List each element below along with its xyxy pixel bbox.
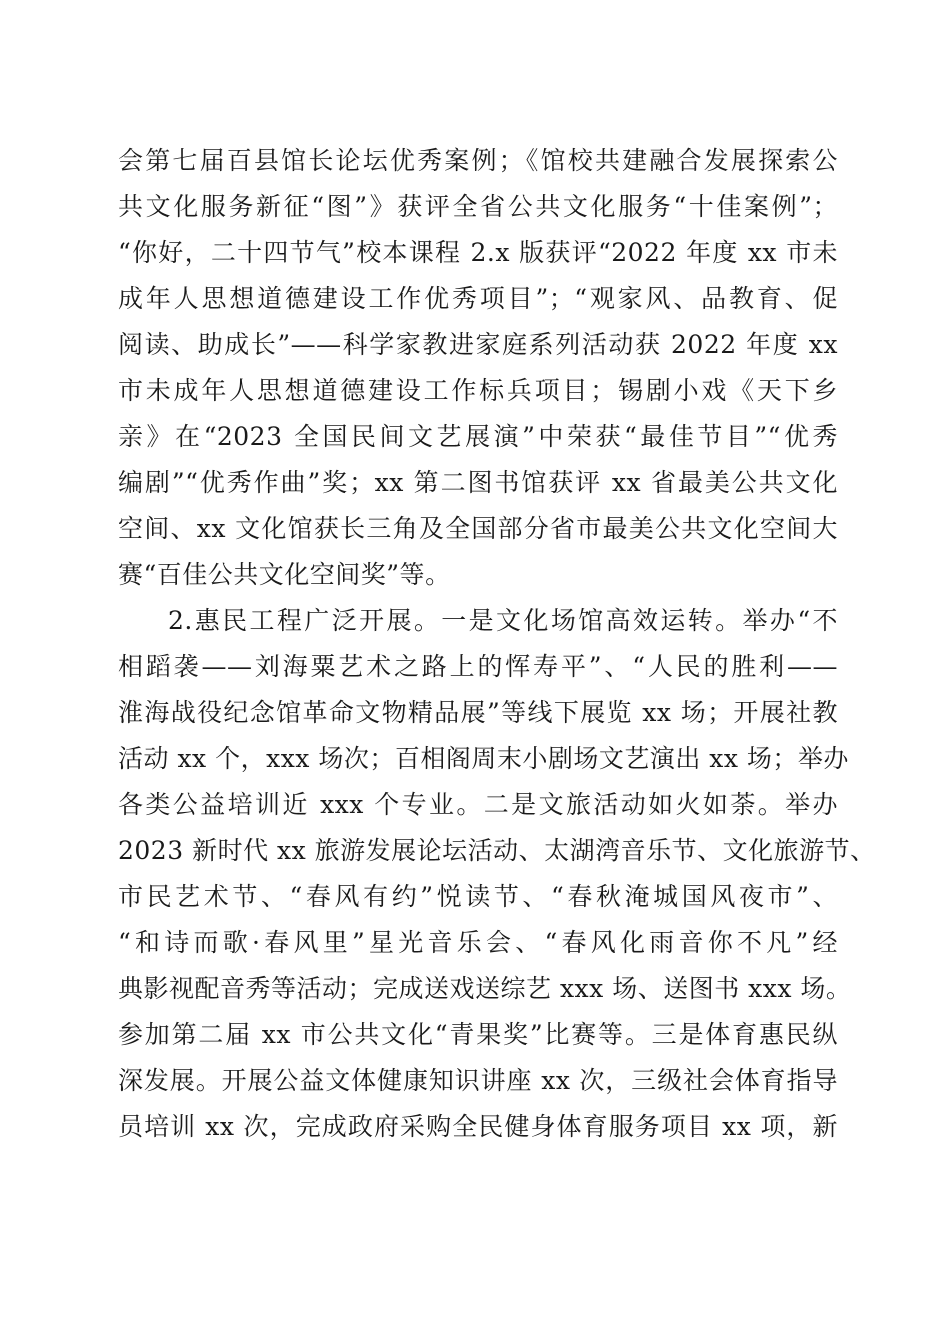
text-line: 亲》在“2023 全国民间文艺展演”中荣获“最佳节目”“优秀: [118, 422, 838, 451]
text-line: 淮海战役纪念馆革命文物精品展”等线下展览 xx 场；开展社教: [118, 698, 838, 727]
text-line: 市民艺术节、“春风有约”悦读节、“春秋淹城国风夜市”、: [118, 882, 838, 911]
text-line: “你好，二十四节气”校本课程 2.x 版获评“2022 年度 xx 市未: [118, 238, 838, 267]
text-line: 赛“百佳公共文化空间奖”等。: [118, 560, 451, 589]
paragraph-awards: [118, 138, 838, 598]
document-body: [118, 138, 876, 1150]
text-line: 市未成年人思想道德建设工作标兵项目；锡剧小戏《天下乡: [118, 376, 838, 405]
text-line: 共文化服务新征“图”》获评全省公共文化服务“十佳案例”；: [118, 192, 838, 221]
text-line: 成年人思想道德建设工作优秀项目”；“观家风、品教育、促: [118, 284, 838, 313]
text-line: 2.惠民工程广泛开展。一是文化场馆高效运转。举办“不: [168, 606, 838, 635]
text-line: 活动 xx 个，xxx 场次；百相阁周末小剧场文艺演出 xx 场；举办: [118, 744, 849, 773]
text-line: 深发展。开展公益文体健康知识讲座 xx 次，三级社会体育指导: [118, 1066, 838, 1095]
paragraph-public-benefit-projects: [118, 598, 876, 1150]
text-line: 2023 新时代 xx 旅游发展论坛活动、太湖湾音乐节、文化旅游节、: [118, 836, 876, 865]
text-line: 会第七届百县馆长论坛优秀案例；《馆校共建融合发展探索公: [118, 146, 838, 175]
text-line: 各类公益培训近 xxx 个专业。二是文旅活动如火如荼。举办: [118, 790, 838, 819]
text-line: 空间、xx 文化馆获长三角及全国部分省市最美公共文化空间大: [118, 514, 838, 543]
text-line: 参加第二届 xx 市公共文化“青果奖”比赛等。三是体育惠民纵: [118, 1020, 838, 1049]
text-line: 阅读、助成长”——科学家教进家庭系列活动获 2022 年度 xx: [118, 330, 838, 359]
text-line: “和诗而歌·春风里”星光音乐会、“春风化雨音你不凡”经: [118, 928, 838, 957]
text-line: 员培训 xx 次，完成政府采购全民健身体育服务项目 xx 项，新: [118, 1112, 838, 1141]
text-line: 相蹈袭——刘海粟艺术之路上的恽寿平”、“人民的胜利——: [118, 652, 838, 681]
text-line: 典影视配音秀等活动；完成送戏送综艺 xxx 场、送图书 xxx 场。: [118, 974, 852, 1003]
text-line: 编剧”“优秀作曲”奖；xx 第二图书馆获评 xx 省最美公共文化: [118, 468, 838, 497]
